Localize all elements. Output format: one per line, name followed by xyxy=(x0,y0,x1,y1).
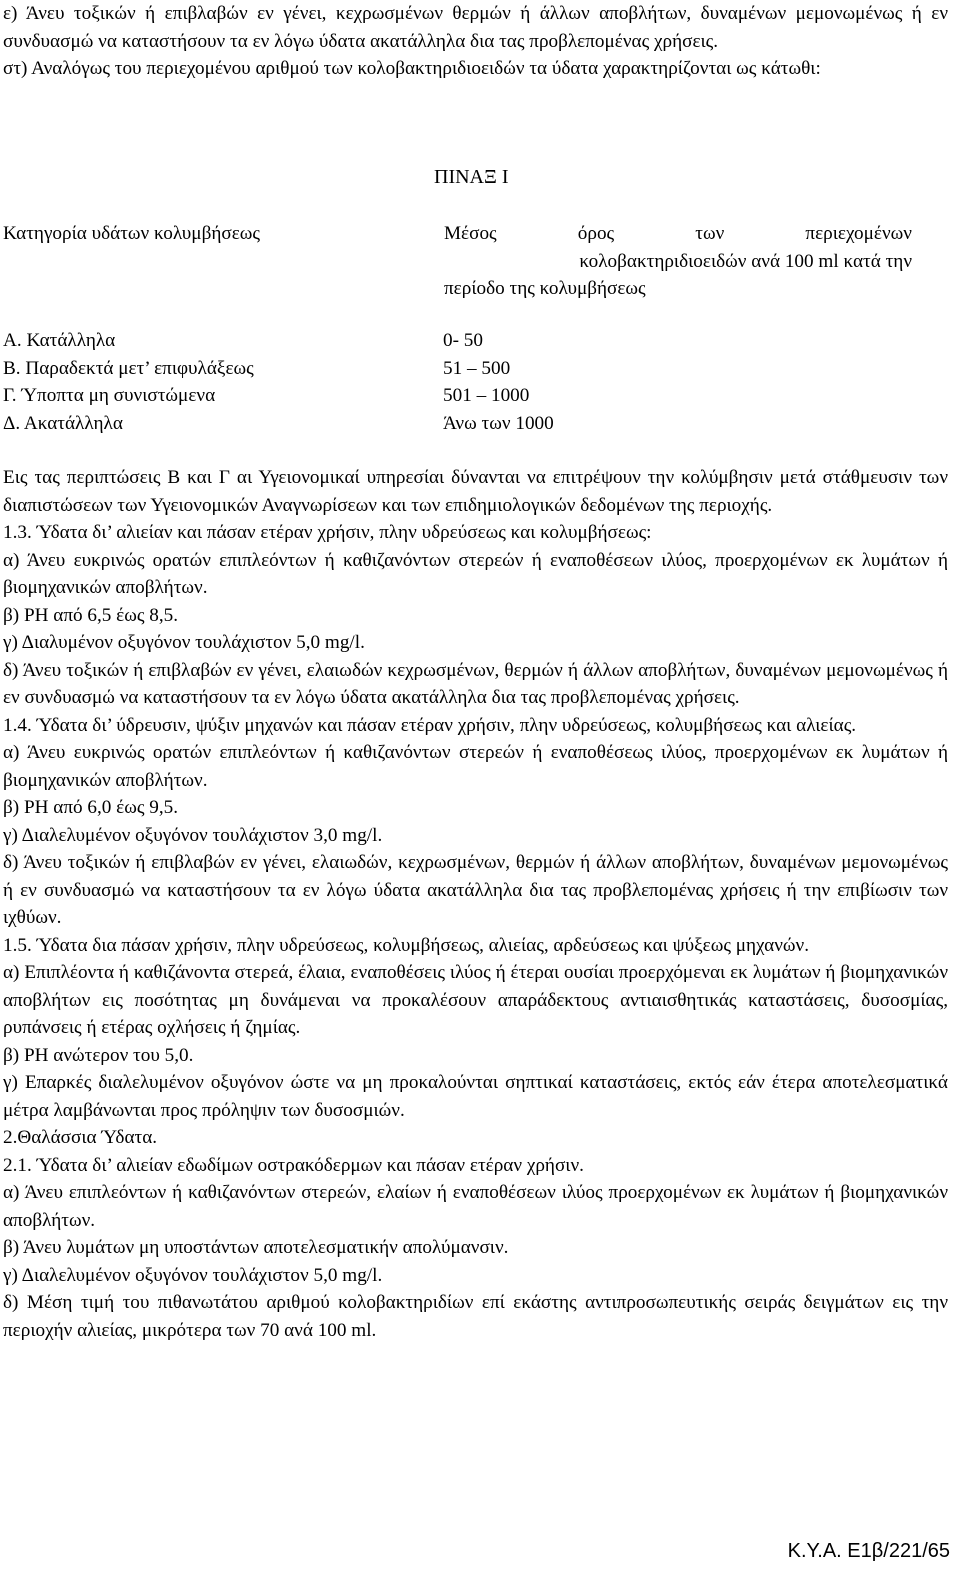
table-header-category: Κατηγορία υδάτων κολυμβήσεως xyxy=(3,223,261,244)
row-category: Α. Κατάλληλα xyxy=(3,330,116,351)
header-word: των xyxy=(695,223,725,244)
section-1-4-a: α) Άνευ ευκρινώς ορατών επιπλεόντων ή καθιζανόντων στερεών ή εναποθέσεως ιλύος, προερχομένων εκ λυμάτων ή βιομηχανικών αποβλήτων. xyxy=(3,742,948,791)
section-1-3-b: β) PH από 6,5 έως 8,5. xyxy=(3,604,179,626)
row-value: Άνω των 1000 xyxy=(443,412,554,434)
table-row xyxy=(3,355,603,383)
section-1-4-b: β) PH από 6,0 έως 9,5. xyxy=(3,797,179,818)
section-1-4-c: γ) Διαλελυμένον οξυγόνον τουλάχιστον 3,0 mg/l. xyxy=(3,824,383,846)
row-category: Β. Παραδεκτά μετ’ επιφυλάξεως xyxy=(3,357,254,379)
footer-reference: Κ.Υ.Α. Ε1β/221/65 xyxy=(787,1540,950,1562)
intro-section xyxy=(3,0,948,83)
paragraph-st: στ) Αναλόγως του περιεχομένου αριθμού των κολοβακτηριδιοειδών τα ύδατα χαρακτηρίζονται ως κάτωθι: xyxy=(3,58,821,79)
note-paragraph: Εις τας περιπτώσεις Β και Γ αι Υγειονομικαί υπηρεσίαι δύνανται να επιτρέψουν την κολύμβησιν μετά στάθμευσιν των διαπιστώσεων των Υγειονομικών Αναγνωρίσεων και των επιδημιολογικών δεδομένων της περιοχής. xyxy=(3,467,948,516)
section-1-5-title: 1.5. Ύδατα δια πάσαν χρήσιν, πλην υδρεύσεως, κολυμβήσεως, αλιείας, αρδεύσεως και ψύξεως μηχανών. xyxy=(3,934,809,956)
section-1-4-title: 1.4. Ύδατα δι’ ύδρευσιν, ψύξιν μηχανών και πάσαν ετέραν χρήσιν, πλην υδρεύσεως, κολυμβήσεως και αλιείας. xyxy=(3,714,857,736)
section-2-1-a: α) Άνευ επιπλεόντων ή καθιζανόντων στερεών, ελαίων ή εναποθέσεων ιλύος προερχομένων εκ λυμάτων ή βιομηχανικών αποβλήτων. xyxy=(3,1182,948,1231)
row-category: Γ. Ύποπτα μη συνιστώμενα xyxy=(3,385,216,406)
row-value: 0- 50 xyxy=(443,330,483,351)
table-title: ΠΙΝΑΞ Ι xyxy=(434,166,509,188)
section-1-3-a: α) Άνευ ευκρινώς ορατών επιπλεόντων ή καθιζανόντων στερεών ή εναποθέσεων ιλύος, προερχομένων εκ λυμάτων ή βιομηχανικών αποβλήτων. xyxy=(3,549,948,598)
section-1-3-c: γ) Διαλυμένον οξυγόνον τουλάχιστον 5,0 mg/l. xyxy=(3,632,365,653)
section-2-title: 2.Θαλάσσια Ύδατα. xyxy=(3,1127,158,1148)
section-1-3-title: 1.3. Ύδατα δι’ αλιείαν και πάσαν ετέραν χρήσιν, πλην υδρεύσεως και κολυμβήσεως: xyxy=(3,522,652,543)
table-header-average xyxy=(444,220,912,303)
table-row xyxy=(3,410,603,438)
table-header-line-1 xyxy=(444,220,912,248)
header-word: όρος xyxy=(577,223,615,244)
table-row xyxy=(3,327,603,355)
header-word: Μέσος xyxy=(444,223,497,244)
header-word: περιεχομένων xyxy=(805,223,912,244)
section-2-1-b: β) Άνευ λυμάτων μη υποστάντων αποτελεσματικήν απολύμανσιν. xyxy=(3,1237,509,1258)
section-1-4-d: δ) Άνευ τοξικών ή επιβλαβών εν γένει, ελαιωδών, κεχρωσμένων, θερμών ή άλλων αποβλήτων, δυναμένων μεμονωμένως ή εν συνδυασμώ να καταστήσουν τα εν λόγω ύδατα ακατάλληλα δια τας προβλεπομένας χρήσεις ή την επιβίωσιν των ιχθύων. xyxy=(3,852,948,928)
table-header-line-2: κολοβακτηριδιοειδών ανά 100 ml κατά την xyxy=(579,250,912,272)
section-1-5-b: β) PH ανώτερον του 5,0. xyxy=(3,1044,194,1066)
row-value: 51 – 500 xyxy=(443,357,511,379)
section-2-1-d: δ) Μέση τιμή του πιθανωτάτου αριθμού κολοβακτηριδίων επί εκάστης αντιπροσωπευτικής σειράς δειγμάτων εις την περιοχήν αλιείας, μικρότερα των 70 ανά 100 ml. xyxy=(3,1292,948,1341)
body-section xyxy=(3,464,948,1344)
table-header-line-3: περίοδο της κολυμβήσεως xyxy=(444,278,646,299)
paragraph-e: ε) Άνευ τοξικών ή επιβλαβών εν γένει, κεχρωσμένων θερμών ή άλλων αποβλήτων, δυναμένων μεμονωμένως ή εν συνδυασμώ να καταστήσουν τα εν λόγω ύδατα ακατάλληλα δια τας προβλεπομένας χρήσεις. xyxy=(3,3,948,52)
row-category: Δ. Ακατάλληλα xyxy=(3,412,123,434)
section-2-1-c: γ) Διαλελυμένον οξυγόνον τουλάχιστον 5,0 mg/l. xyxy=(3,1264,383,1286)
table-row xyxy=(3,382,603,410)
section-1-3-d: δ) Άνευ τοξικών ή επιβλαβών εν γένει, ελαιωδών κεχρωσμένων, θερμών ή άλλων αποβλήτων, δυναμένων μεμονωμένως ή εν συνδυασμώ να καταστήσουν τα εν λόγω ύδατα ακατάλληλα δια τας προβλεπομένας χρήσεις. xyxy=(3,659,948,708)
row-value: 501 – 1000 xyxy=(443,385,530,406)
section-2-1-title: 2.1. Ύδατα δι’ αλιείαν εδωδίμων οστρακόδερμων και πάσαν ετέραν χρήσιν. xyxy=(3,1154,584,1176)
section-1-5-a: α) Επιπλέοντα ή καθιζάνοντα στερεά, έλαια, εναποθέσεις ιλύος ή έτεραι ουσίαι προερχόμεναι εκ λυμάτων ή βιομηχανικών αποβλήτων εις ποσότητας μη δυνάμεναι να προκαλέσουν απαράδεκτους αντιαισθητικάς καταστάσεις, δυσοσμίας, ρυπάνσεις ή ετέρας οχλήσεις ή ζημίας. xyxy=(3,962,948,1038)
section-1-5-c: γ) Επαρκές διαλελυμένον οξυγόνον ώστε να μη προκαλούνται σηπτικαί καταστάσεις, εκτός εάν έτερα αποτελεσματικά μέτρα λαμβάνωνται προς πρόληψιν των δυσοσμιών. xyxy=(3,1072,948,1121)
